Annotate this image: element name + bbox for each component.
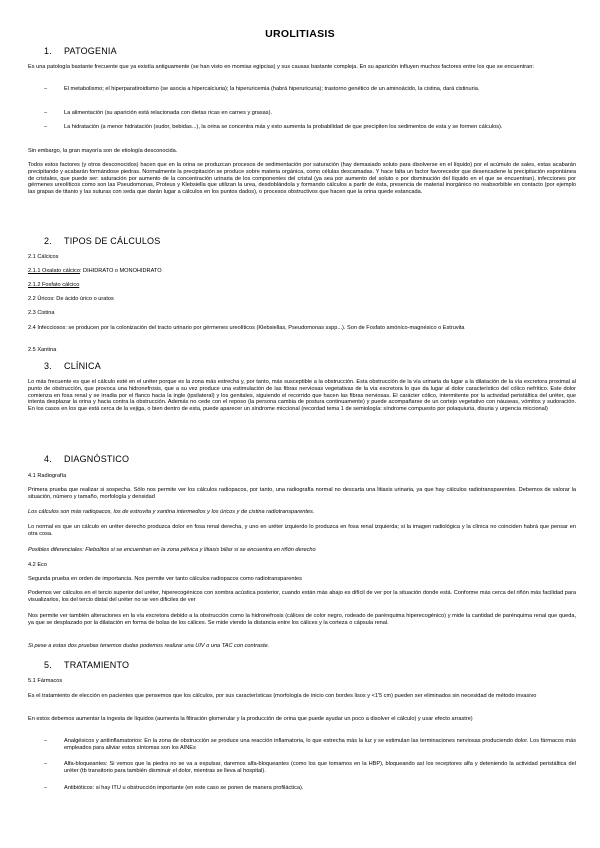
section-title: CLÍNICA xyxy=(64,361,101,371)
subheading: 2.1.2 Fosfato cálcico xyxy=(28,282,80,288)
bullet-item: – El metabolismo; el hiperparatiroidismo (se asocia a hipercalciuria); la hiperuricemia (habrá hiperuricuria); trastorno genético de un aminoácido, la cistina, dará cistinuria. xyxy=(64,86,576,93)
subheading-text: : DIHIDRATO o MONOHIDRATO xyxy=(79,268,162,274)
paragraph-italic: Posibles diferenciales: Flebolitos si se encuentran en la zona pélvica y litiasis biliar si se encuentra en riñón derecho xyxy=(28,547,316,553)
paragraph-italic: Si pese a estas dos pruebas tenemos dudas podemos realizar una UIV o una TAC con contraste. xyxy=(28,643,270,649)
paragraph: En estos debemos aumentar la ingesta de líquidos (aumenta la filtración glomerular y la producción de orina que puede ayudar un poco a disolver el cálculo) y usar efecto arrastre) xyxy=(28,716,473,722)
paragraph: Todos estos factores (y otros desconocidos) hacen que en la orina se produzcan procesos de sedimentación por saturación (hay demasiado soluto para disolverse en el líquido) por el acúmulo de sales, estas acabarán precipitando y acabarán formándose piedras. Normalmente la precipitación se produce sobre materia orgánica, como células descamadas. Y hace falta un factor favorecedor que desencadene la precipitación espontánea de cristales, que puede ser: saturación por aumento de la concentración urinaria de los componentes del cristal (ya sea por aumento del soluto o por disminución del líquido en el que se encuentran), infecciones por gérmenes ureolíticos como son las Pseudomonas, Proteus y Klebsiella que utilizan la urea, desdoblándola y formando cálculos a partir de ésta, presencia de material inorgánico no reabsorbible en contacto (por ejemplo las grapas de titanio y las suturas con seda que darán lugar a cálculos en los puntos dados), o procesos obstructivos que hacen que la orina quede estancada. xyxy=(28,162,576,196)
paragraph: Es el tratamiento de elección en pacientes que pensemos que los cálculos, por sus características (morfología de inicio con bordes lisos y <1'5 cm) pueden ser eliminados sin necesidad de método invasivo xyxy=(28,693,537,699)
paragraph: Podemos ver cálculos en el tercio superior del uréter, hiperecogénicos con sombra acústica posterior, cuando están más abajo es difícil de ver por la situación donde está. Conforme más cerca del riñón más facilidad para visualizarlos, los del tercio distal del uréter no se ven dificiles de ver xyxy=(28,590,576,603)
section-heading-tipos xyxy=(44,236,160,246)
section-number: 4. xyxy=(44,454,52,464)
paragraph: Es una patología bastante frecuente que ya existía antiguamente (se han visto en momias egipcias) y sus causas bastante compleja. En su aparición influyen muchos factores entre los que se encuentran: xyxy=(28,64,534,70)
subheading xyxy=(28,268,162,275)
section-heading-diagnostico xyxy=(44,454,129,464)
paragraph: Segunda prueba en orden de importancia. Nos permite ver tanto cálculos radiopacos como radiotransparentes xyxy=(28,576,302,582)
section-number: 2. xyxy=(44,236,52,246)
section-heading-tratamiento xyxy=(44,660,129,670)
paragraph-italic: Los cálculos son más radiopacos, los de estruvita y xantina intermedios y los úricos y de cistina radiotransparentes. xyxy=(28,509,315,515)
bullet-item: – Alfa-bloqueantes: Si vemos que la piedra no se va a expulsar, daremos alfa-bloqueantes (como los que tomamos en la HBP), bloqueando así los receptores alfa y deteniendo la actividad peristáltica del uréter (tb transitorio para también disminuir el dolor, mientras se lleva al hospital). xyxy=(64,761,576,775)
bullet-item: – Antibióticos: si hay ITU u obstrucción importante (en este caso se ponen de manera profiláctica). xyxy=(64,785,576,792)
paragraph: 2.4 Infecciosos: se producen por la colonización del tracto urinario por gérmenes ureolíticos (Klebsiellas, Pseudomonas sspp...). Son de Fosfato amónico-magnésico o Estruvita xyxy=(28,325,465,331)
subheading: 2.5 Xantina xyxy=(28,347,57,353)
subheading: 4.2 Eco xyxy=(28,562,47,568)
paragraph: Nos permite ver también alteraciones en la vía excretora debido a la obstrucción como la hidronefrosis (cálices de color negro, rodeado de parénquima hiperecogénico) y mide la cantidad de parénquima renal que queda, ya que se desplazado por la dilatación en forma de bolas de los cálices. Se mide viendo la distancia entre los cálices y la corteza o cápsula renal. xyxy=(28,613,576,626)
section-heading-clinica xyxy=(44,361,101,371)
section-title: PATOGENIA xyxy=(64,46,117,56)
bullet-item: – La hidratación (a menor hidratación (sudor, bebidas...), la orina se concentra más y esto aumenta la probabilidad de que precipiten los sedimentos de esta y se formen cálculos). xyxy=(64,124,576,131)
paragraph: Sin embargo, la gran mayoría son de etiología desconocida. xyxy=(28,148,178,154)
section-title: TRATAMIENTO xyxy=(64,660,130,670)
subheading: 2.3 Cistina xyxy=(28,310,55,316)
subheading: 2.1 Cálcicos xyxy=(28,254,59,260)
subheading: 2.2 Úricos: De ácido úrico o uratos xyxy=(28,296,114,302)
section-title: TIPOS DE CÁLCULOS xyxy=(64,236,161,246)
section-heading-patogenia xyxy=(44,46,117,56)
document-title: UROLITIASIS xyxy=(265,28,335,40)
section-number: 5. xyxy=(44,660,52,670)
bullet-item: – Analgésicos y antiinflamatorios: En la zona de obstrucción se produce una reacción inflamatoria, lo que estrecha más la luz y se estimulan las terminaciones nerviosas produciendo dolor. Los fármacos más empleados para aliviar estos síntomas son los AINEs xyxy=(64,738,576,752)
subheading-label: 2.1.1 Oxalato cálcico xyxy=(28,268,80,274)
bullet-item: – La alimentación (su aparición está relacionada con dietas ricas en carnes y grasas). xyxy=(64,110,576,117)
section-number: 1. xyxy=(44,46,52,56)
paragraph: Lo normal es que un cálculo en uréter derecho produzca dolor en fosa renal derecha, y uno en uréter izquierdo lo produzca en fosa renal izquierda; si la imagen radiológica y la clínica no coinciden habrá que pensar en otra cosa. xyxy=(28,524,576,537)
paragraph: Lo más frecuente es que el cálculo esté en el uréter porque es la zona más estrecha y, por tanto, más susceptible a la obstrucción. Esta obstrucción de la vía urinaria da lugar a la dilatación de la vía excretora proximal al punto de obstrucción, que provoca una hidronefrosis, que a su vez produce una estimulación de las fibras nerviosas vegetativas de la vía excretora lo que da lugar al dolor característico del cólico nefrítico. Este dolor comienza en fosa renal y se irradia por el flanco hacia la ingle (ipsilateral) y los genitales, siguiendo el recorrido que hacen las fibras nerviosas. El carácter cólico, intermitente por la actividad peristáltica del uréter, que intenta desplazar la orina y hacia contra la obstrucción. Además no cede con el reposo (la persona cambia de postura continuamente) y puede acompañarse de un cortejo vegetativo con náuseas, vómitos y sudoración. En los casos en los que está cerca de la vejiga, o bien dentro de esta, puede aparecer un síndrome miccional (recordad tema 1 de semiología: síndrome compuesto por polaquiuria, disuria y urgencia miccional) xyxy=(28,379,576,413)
section-number: 3. xyxy=(44,361,52,371)
subheading: 4.1 Radiografía xyxy=(28,473,67,479)
section-title: DIAGNÓSTICO xyxy=(64,454,130,464)
subheading: 5.1 Fármacos xyxy=(28,678,63,684)
paragraph: Primera prueba que realizar si sospecha. Sólo nos permite ver los cálculos radiopacos, por tanto, una radiografía normal no descarta una litiasis urinaria, ya que hay cálculos radiotransparentes. Debemos de valorar la situación, número y tamaño, morfología y densidad xyxy=(28,487,576,500)
